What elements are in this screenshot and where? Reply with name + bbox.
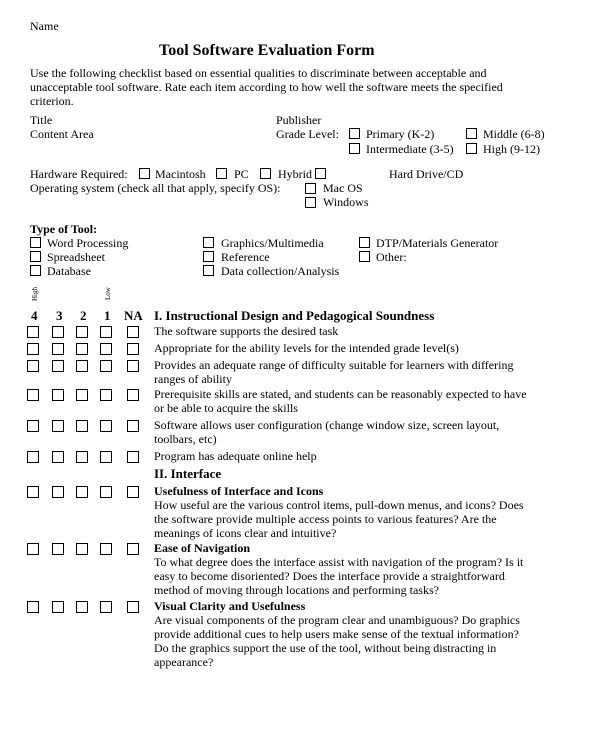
section2-item-2-line-1: To what degree does the interface assist with navigation of the program? Is it <box>154 555 524 569</box>
rating-checkbox[interactable] <box>27 360 39 372</box>
hardware-harddrive-label: Hard Drive/CD <box>389 167 464 181</box>
rating-checkbox[interactable] <box>100 343 112 355</box>
publisher-label: Publisher <box>276 113 322 127</box>
rating-checkbox[interactable] <box>100 543 112 555</box>
section1-item-3-line-2: ranges of ability <box>154 372 232 386</box>
rating-checkbox[interactable] <box>76 451 88 463</box>
tool-dtp-checkbox[interactable] <box>359 237 370 248</box>
hardware-hybrid-label: Hybrid <box>278 167 312 181</box>
os-mac-checkbox[interactable] <box>305 183 316 194</box>
name-label: Name <box>30 19 59 33</box>
high-label: High <box>31 287 39 301</box>
tool-type-label: Type of Tool: <box>30 222 98 236</box>
content-area-label: Content Area <box>30 127 94 141</box>
tool-spreadsheet-label: Spreadsheet <box>47 250 105 264</box>
rating-checkbox[interactable] <box>100 326 112 338</box>
section1-item-4-line-1: Prerequisite skills are stated, and students can be reasonably expected to have <box>154 387 527 401</box>
rating-checkbox[interactable] <box>27 326 39 338</box>
section2-item-2-line-3: method of moving through locations and performing tasks? <box>154 583 439 597</box>
rating-checkbox[interactable] <box>76 343 88 355</box>
rating-checkbox[interactable] <box>100 486 112 498</box>
section1-item-4-line-2: or be able to acquire the skills <box>154 401 298 415</box>
section2-item-1-line-3: meanings of icons clear and intuitive? <box>154 526 337 540</box>
tool-graphics-checkbox[interactable] <box>203 237 214 248</box>
rating-checkbox[interactable] <box>52 389 64 401</box>
section1-title: I. Instructional Design and Pedagogical Soundness <box>154 308 435 323</box>
rating-checkbox[interactable] <box>127 543 139 555</box>
tool-other-label: Other: <box>376 250 407 264</box>
section2-title: II. Interface <box>154 466 222 481</box>
rating-checkbox[interactable] <box>52 451 64 463</box>
rating-checkbox[interactable] <box>27 451 39 463</box>
rating-checkbox[interactable] <box>52 420 64 432</box>
section1-item-3-line-1: Provides an adequate range of difficulty suitable for learners with differing <box>154 358 514 372</box>
intro-line-3: criterion. <box>30 94 74 108</box>
rating-checkbox[interactable] <box>52 543 64 555</box>
section1-item-5-line-1: Software allows user configuration (change window size, screen layout, <box>154 418 500 432</box>
rating-checkbox[interactable] <box>127 343 139 355</box>
rating-checkbox[interactable] <box>76 543 88 555</box>
os-windows-label: Windows <box>323 195 369 209</box>
scale-1: 1 <box>104 308 111 323</box>
rating-checkbox[interactable] <box>100 420 112 432</box>
rating-checkbox[interactable] <box>76 420 88 432</box>
grade-middle-label: Middle (6-8) <box>483 127 545 141</box>
rating-checkbox[interactable] <box>27 601 39 613</box>
hardware-macintosh-checkbox[interactable] <box>139 168 150 179</box>
rating-checkbox[interactable] <box>27 420 39 432</box>
page-title: Tool Software Evaluation Form <box>159 42 375 59</box>
section1-item-1: The software supports the desired task <box>154 324 339 338</box>
tool-database-label: Database <box>47 264 91 278</box>
grade-high-label: High (9-12) <box>483 142 540 156</box>
rating-checkbox[interactable] <box>127 486 139 498</box>
tool-other-checkbox[interactable] <box>359 251 370 262</box>
section2-item-3-line-3: Do the graphics support the use of the tool, without being distracting in <box>154 641 497 655</box>
tool-reference-checkbox[interactable] <box>203 251 214 262</box>
intro-line-2: unacceptable tool software. Rate each item according to how well the software meets the specified <box>30 80 503 94</box>
rating-checkbox[interactable] <box>52 486 64 498</box>
hardware-hybrid-extra-checkbox[interactable] <box>315 168 326 179</box>
section2-item-2-line-2: easy to become disoriented? Does the interface provide a straightforward <box>154 569 505 583</box>
title-label: Title <box>30 113 53 127</box>
rating-checkbox[interactable] <box>100 360 112 372</box>
rating-checkbox[interactable] <box>100 601 112 613</box>
hardware-hybrid-checkbox[interactable] <box>260 168 271 179</box>
grade-primary-label: Primary (K-2) <box>366 127 435 141</box>
rating-checkbox[interactable] <box>27 543 39 555</box>
scale-na: NA <box>124 308 143 323</box>
hardware-pc-checkbox[interactable] <box>216 168 227 179</box>
rating-checkbox[interactable] <box>27 343 39 355</box>
section2-item-1-line-2: the software provide multiple access points to various features? Are the <box>154 512 497 526</box>
rating-checkbox[interactable] <box>100 389 112 401</box>
tool-database-checkbox[interactable] <box>30 265 41 276</box>
rating-checkbox[interactable] <box>127 360 139 372</box>
section2-item-3-heading: Visual Clarity and Usefulness <box>154 599 306 613</box>
hardware-macintosh-label: Macintosh <box>155 167 206 181</box>
section2-item-3-line-4: appearance? <box>154 655 214 669</box>
section2-item-1-heading: Usefulness of Interface and Icons <box>154 484 324 498</box>
scale-3: 3 <box>56 308 63 323</box>
section1-item-5-line-2: toolbars, etc) <box>154 432 217 446</box>
rating-checkbox[interactable] <box>127 420 139 432</box>
scale-4: 4 <box>31 308 38 323</box>
grade-intermediate-label: Intermediate (3-5) <box>366 142 454 156</box>
section1-item-6: Program has adequate online help <box>154 449 317 463</box>
tool-word-processing-checkbox[interactable] <box>30 237 41 248</box>
rating-checkbox[interactable] <box>27 486 39 498</box>
os-mac-label: Mac OS <box>323 181 363 195</box>
rating-checkbox[interactable] <box>100 451 112 463</box>
rating-checkbox[interactable] <box>76 360 88 372</box>
rating-checkbox[interactable] <box>27 389 39 401</box>
rating-checkbox[interactable] <box>76 326 88 338</box>
rating-checkbox[interactable] <box>76 601 88 613</box>
rating-checkbox[interactable] <box>52 326 64 338</box>
tool-reference-label: Reference <box>221 250 270 264</box>
rating-checkbox[interactable] <box>127 451 139 463</box>
rating-checkbox[interactable] <box>76 389 88 401</box>
os-label: Operating system (check all that apply, specify OS): <box>30 181 281 195</box>
hardware-label: Hardware Required: <box>30 167 128 181</box>
grade-intermediate-checkbox[interactable] <box>349 143 360 154</box>
section2-item-3-line-1: Are visual components of the program clear and unambiguous? Do graphics <box>154 613 520 627</box>
intro-line-1: Use the following checklist based on essential qualities to discriminate between acceptable and <box>30 66 487 80</box>
scale-2: 2 <box>80 308 87 323</box>
grade-high-checkbox[interactable] <box>466 143 477 154</box>
section2-item-1-line-1: How useful are the various control items, pull-down menus, and icons? Does <box>154 498 524 512</box>
tool-dtp-label: DTP/Materials Generator <box>376 236 499 250</box>
grade-level-label: Grade Level: <box>276 127 339 141</box>
grade-middle-checkbox[interactable] <box>466 128 477 139</box>
low-label: Low <box>104 287 112 300</box>
tool-word-processing-label: Word Processing <box>47 236 129 250</box>
rating-checkbox[interactable] <box>52 343 64 355</box>
section2-item-2-heading: Ease of Navigation <box>154 541 250 555</box>
tool-graphics-label: Graphics/Multimedia <box>221 236 324 250</box>
tool-spreadsheet-checkbox[interactable] <box>30 251 41 262</box>
rating-checkbox[interactable] <box>127 326 139 338</box>
hardware-pc-label: PC <box>234 167 249 181</box>
rating-checkbox[interactable] <box>127 389 139 401</box>
rating-checkbox[interactable] <box>76 486 88 498</box>
rating-checkbox[interactable] <box>52 360 64 372</box>
section2-item-3-line-2: provide additional cues to help users make sense of the textual information? <box>154 627 519 641</box>
grade-primary-checkbox[interactable] <box>349 128 360 139</box>
tool-data-collection-label: Data collection/Analysis <box>221 264 340 278</box>
os-windows-checkbox[interactable] <box>305 197 316 208</box>
rating-checkbox[interactable] <box>52 601 64 613</box>
rating-checkbox[interactable] <box>127 601 139 613</box>
section1-item-2: Appropriate for the ability levels for the intended grade level(s) <box>154 341 459 355</box>
tool-data-collection-checkbox[interactable] <box>203 265 214 276</box>
